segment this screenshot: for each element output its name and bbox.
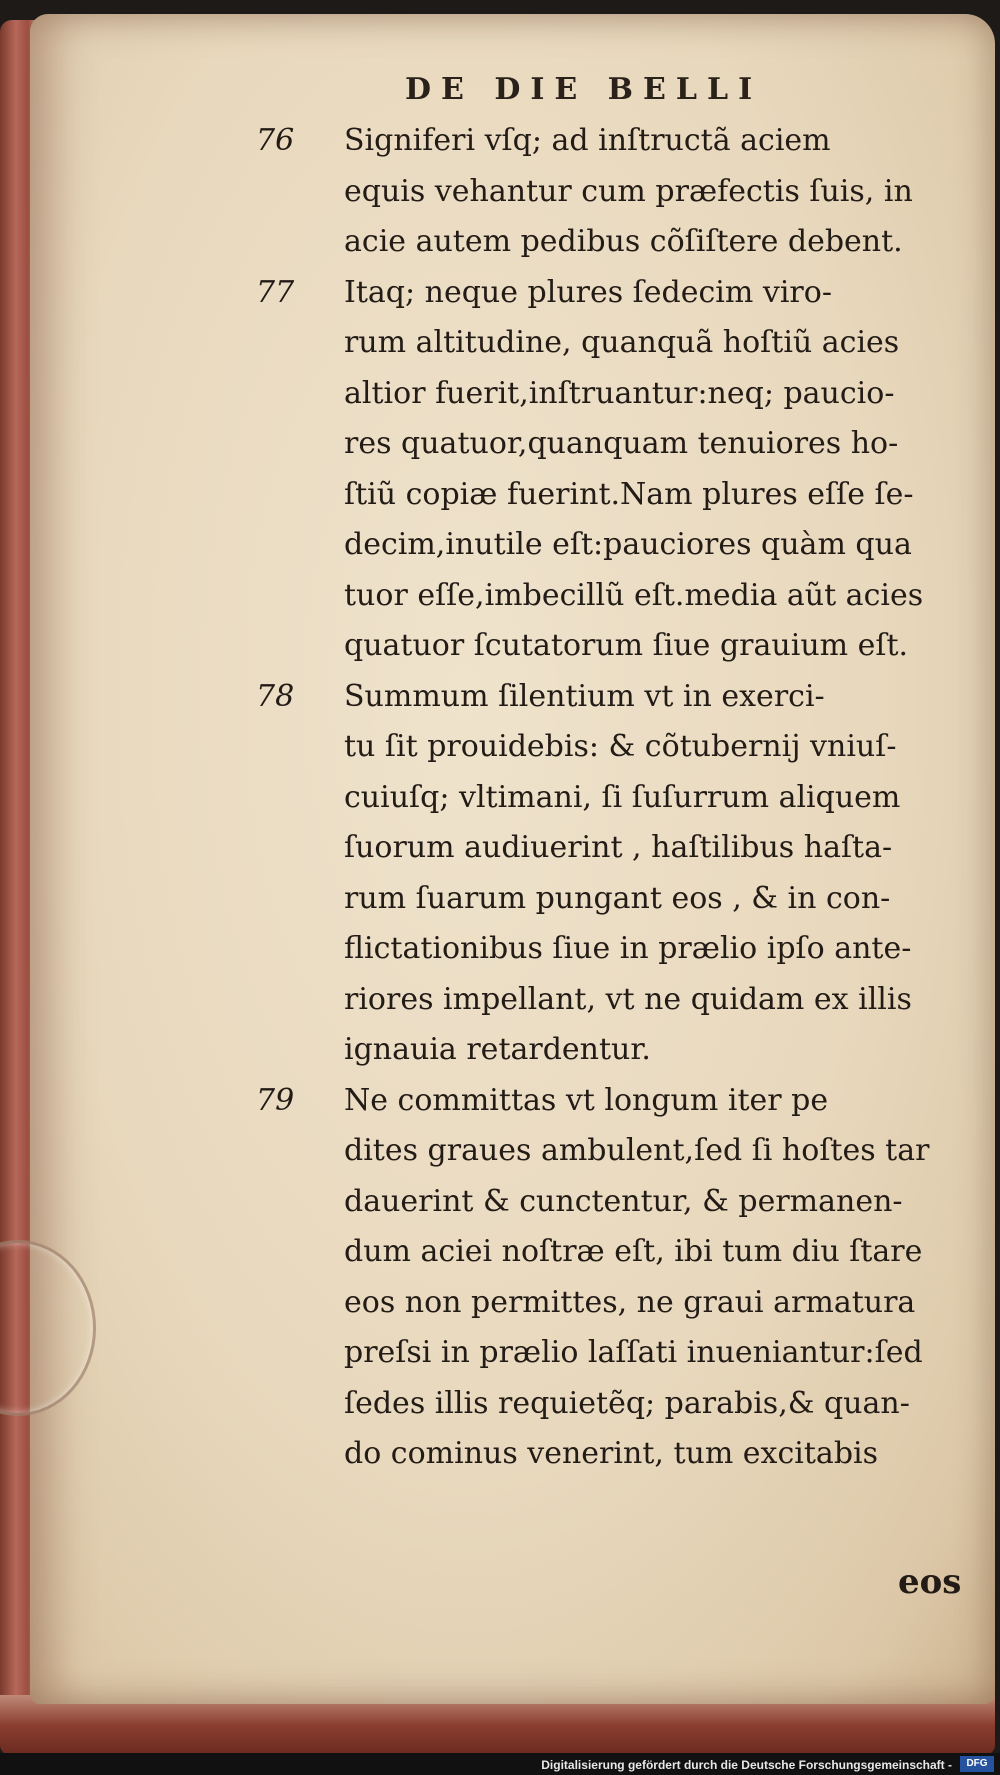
text-line (256, 773, 976, 824)
line-text: decim,inutile eſt:pauciores quàm qua (344, 527, 912, 562)
text-line (256, 1025, 976, 1076)
text-line (256, 217, 976, 268)
line-text: res quatuor,quanquam tenuiores ho- (344, 426, 899, 461)
line-text: cuiuſq; vltimani, ſi ſuſurrum aliquem (344, 779, 901, 815)
text-line (256, 672, 976, 723)
line-text: ignauia retardentur. (344, 1032, 651, 1067)
section-number: 78 (256, 678, 295, 714)
section-number: 79 (256, 1082, 295, 1118)
line-text: altior fuerit,inſtruantur:neq; paucio- (344, 375, 895, 411)
text-line (256, 318, 976, 369)
line-text: eos non permittes, ne graui armatura (344, 1284, 916, 1320)
line-text: ſtiũ copiæ fuerint.Nam plures eſſe ſe- (344, 476, 914, 512)
line-text: rum altitudine, quanquã hoſtiũ acies (344, 325, 900, 360)
text-line (256, 571, 976, 622)
line-text: flictationibus ſiue in prælio ipſo ante- (344, 931, 912, 966)
line-text: quatuor ſcutatorum ſiue grauium eſt. (344, 628, 909, 663)
book-bottom-edge (0, 1695, 995, 1755)
line-text: ſuorum audiuerint , haſtilibus haſta- (344, 830, 893, 865)
catchword: eos (898, 1562, 962, 1602)
text-line (256, 1429, 976, 1480)
text-line (256, 1379, 976, 1430)
line-text: Summum ſilentium vt in exerci- (344, 678, 825, 714)
text-line (256, 874, 976, 925)
text-line (256, 621, 976, 672)
text-line (256, 1278, 976, 1329)
line-text: Signiferi vſq; ad inſtructã aciem (344, 123, 831, 158)
text-line (256, 975, 976, 1026)
line-text: acie autem pedibus cõſiſtere debent. (344, 224, 903, 259)
line-text: tuor eſſe,imbecillũ eſt.media aũt acies (344, 577, 924, 613)
text-line (256, 470, 976, 521)
text-line (256, 1177, 976, 1228)
footer-bar (0, 1753, 1000, 1775)
footer-credit: Digitalisierung gefördert durch die Deutsche Forschungsgemeinschaft - (541, 1758, 952, 1772)
line-text: do cominus venerint, tum excitabis (344, 1436, 879, 1471)
text-line (256, 116, 976, 167)
line-text: dauerint & cunctentur, & permanen- (344, 1183, 903, 1219)
text-line (256, 823, 976, 874)
line-text: Itaq; neque plures ſedecim viro- (344, 274, 832, 310)
text-line (256, 722, 976, 773)
text-line (256, 268, 976, 319)
section-number: 76 (256, 123, 295, 158)
line-text: ſedes illis requietẽq; parabis,& quan- (344, 1385, 910, 1421)
line-text: dum aciei noſtræ eſt, ibi tum diu ſtare (344, 1234, 923, 1269)
text-line (256, 924, 976, 975)
body-text (256, 116, 976, 1480)
text-line (256, 1328, 976, 1379)
text-line (256, 1227, 976, 1278)
text-line (256, 1076, 976, 1127)
section-number: 77 (256, 274, 295, 310)
page-header: DE DIE BELLI (405, 72, 763, 107)
text-line (256, 520, 976, 571)
line-text: rum ſuarum pungant eos , & in con- (344, 880, 891, 916)
line-text: tu ſit prouidebis: & cõtubernij vniuſ- (344, 729, 897, 764)
line-text: riores impellant, vt ne quidam ex illis (344, 981, 912, 1017)
line-text: preſsi in prælio laſſati inueniantur:ſed (344, 1335, 923, 1370)
text-line (256, 369, 976, 420)
text-line (256, 1126, 976, 1177)
line-text: equis vehantur cum præfectis ſuis, in (344, 173, 913, 209)
text-line (256, 419, 976, 470)
dfg-logo: DFG (960, 1756, 994, 1772)
line-text: dites graues ambulent,ſed ſi hoſtes tar (344, 1133, 930, 1168)
line-text: Ne committas vt longum iter pe (344, 1082, 829, 1118)
text-line (256, 167, 976, 218)
